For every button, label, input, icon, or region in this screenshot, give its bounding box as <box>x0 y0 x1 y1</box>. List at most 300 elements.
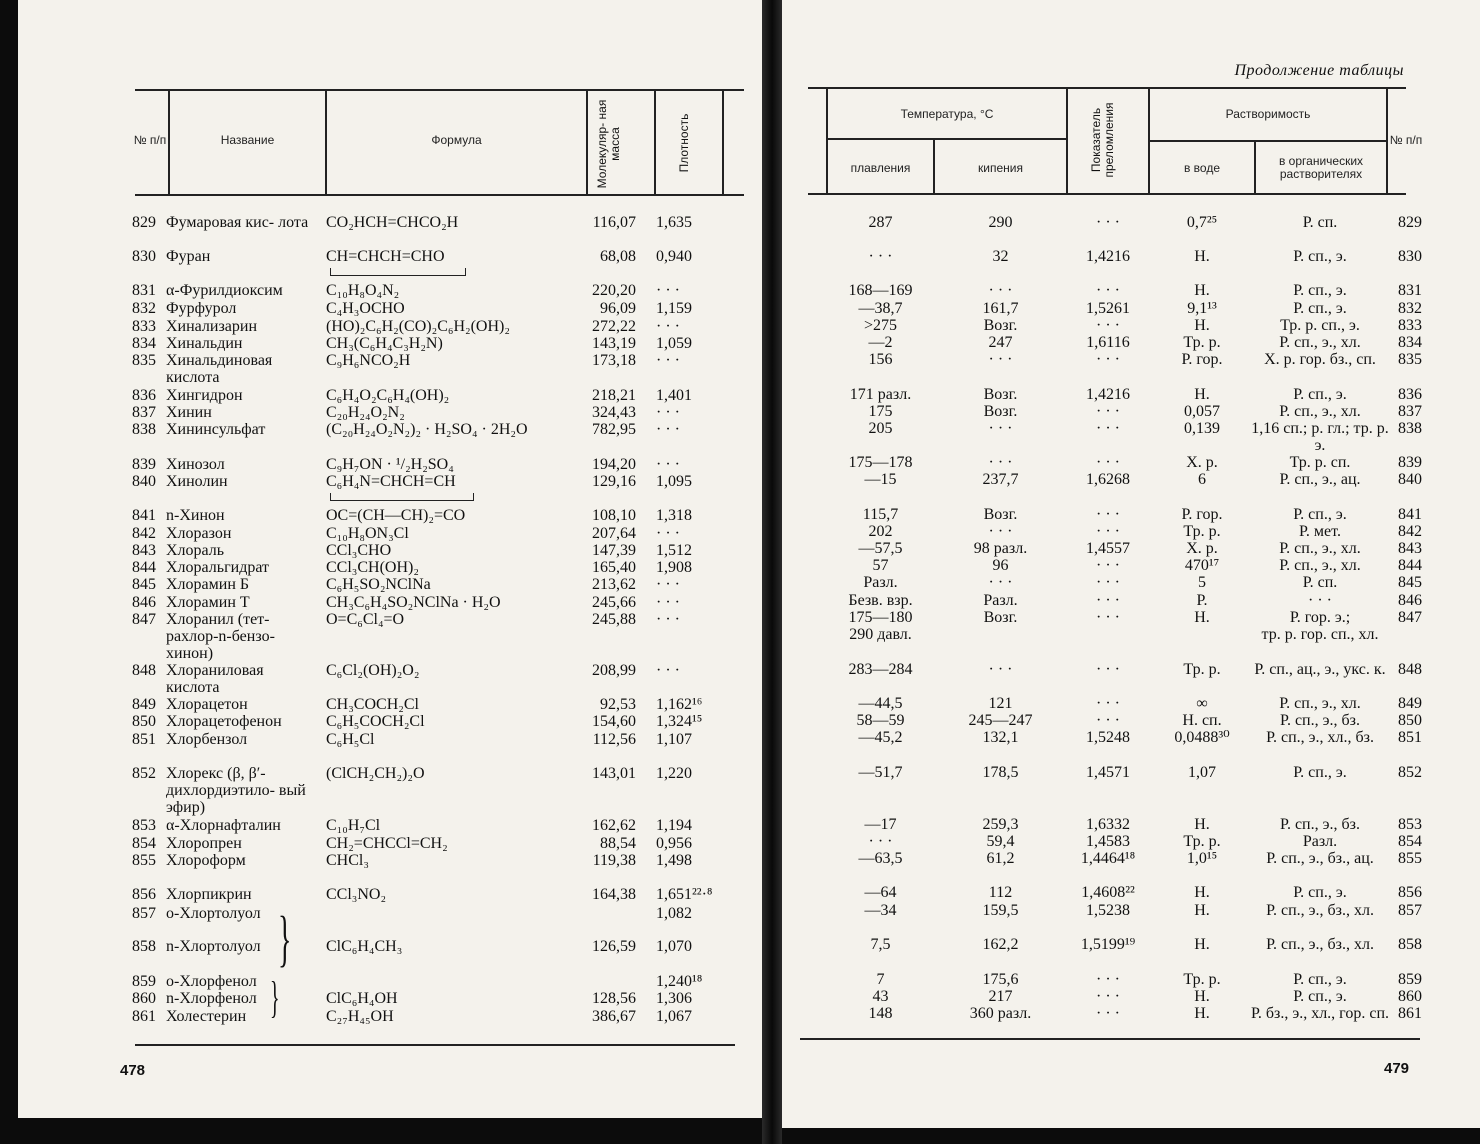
header-formula <box>327 120 586 160</box>
left-cell-name: n-Хлорфенол <box>166 990 257 1007</box>
left-cell-density: 1,318 <box>656 507 692 524</box>
left-cell-name: Хинолин <box>166 473 228 490</box>
left-cell-mass: 88,54 <box>600 835 636 852</box>
right-cell-num: 834 <box>1398 334 1422 351</box>
right-cell-num: 832 <box>1398 300 1422 317</box>
right-cell-refr: · · · <box>1096 574 1120 591</box>
col-divider <box>1066 89 1068 193</box>
left-cell-num: 845 <box>132 576 156 593</box>
right-cell-water: Р. гор. <box>1181 506 1223 523</box>
right-cell-water: Н. <box>1194 816 1210 833</box>
left-cell-num: 849 <box>132 696 156 713</box>
left-cell-num: 857 <box>132 905 156 922</box>
header-solubility-text: Растворимость <box>1225 106 1311 121</box>
right-cell-water: ∞ <box>1196 695 1208 712</box>
right-cell-water: Р. гор. <box>1181 351 1223 368</box>
left-cell-density: · · · <box>656 404 680 421</box>
right-cell-num: 859 <box>1398 971 1422 988</box>
left-cell-formula: ClC₆H₄CH₃ <box>326 938 403 955</box>
left-cell-num: 859 <box>132 973 156 990</box>
header-organic-text: в органических растворителях <box>1278 154 1364 181</box>
left-cell-mass: 164,38 <box>592 886 636 903</box>
right-cell-org: 1,16 сп.; р. гл.; тр. р. э. <box>1251 420 1389 454</box>
right-cell-melt: Разл. <box>863 574 898 591</box>
col-divider <box>654 91 656 194</box>
left-cell-mass: 116,07 <box>592 214 636 231</box>
right-cell-boil: 96 <box>992 557 1009 574</box>
right-cell-org: Р. сп., э., хл. <box>1279 540 1361 557</box>
right-cell-melt: 290 давл. <box>849 626 912 643</box>
left-cell-mass: 218,21 <box>592 387 636 404</box>
left-cell-formula: CH₃(C₆H₄C₃H₂N) <box>326 335 443 352</box>
right-cell-num: 835 <box>1398 351 1422 368</box>
header-bottom-rule <box>808 193 1406 195</box>
right-cell-melt: —45,2 <box>858 729 903 746</box>
right-cell-num: 860 <box>1398 988 1422 1005</box>
right-cell-num: 851 <box>1398 729 1422 746</box>
right-cell-water: 0,139 <box>1184 420 1220 437</box>
right-cell-water: Н. сп. <box>1182 712 1222 729</box>
left-cell-num: 853 <box>132 817 156 834</box>
right-cell-num: 842 <box>1398 523 1422 540</box>
left-cell-num: 844 <box>132 559 156 576</box>
right-cell-boil: 132,1 <box>982 729 1019 746</box>
left-cell-name: o-Хлорфенол <box>166 973 257 990</box>
right-cell-refr: · · · <box>1096 282 1120 299</box>
right-cell-water: 0,7²⁵ <box>1186 214 1218 231</box>
right-cell-org: Р. сп., э. <box>1293 506 1347 523</box>
right-cell-org: Р. сп., э. <box>1293 248 1347 265</box>
left-cell-num: 847 <box>132 611 156 628</box>
right-cell-boil: 61,2 <box>986 850 1015 867</box>
left-page <box>18 0 762 1118</box>
page-number-right: 479 <box>1384 1060 1410 1077</box>
left-cell-num: 842 <box>132 525 156 542</box>
left-cell-name: Фумаровая кис- лота <box>166 214 309 231</box>
left-cell-name: Хинин <box>166 404 212 421</box>
left-cell-name: Хлораниловая кислота <box>166 662 264 696</box>
left-cell-formula: C₁₀H₈O₄N₂ <box>326 282 400 299</box>
right-cell-melt: · · · <box>868 248 893 265</box>
right-cell-melt: 168—169 <box>848 282 913 299</box>
left-cell-density: 1,240¹⁸ <box>656 973 703 990</box>
left-cell-num: 858 <box>132 938 156 955</box>
table-top-rule <box>135 89 744 91</box>
right-cell-refr: · · · <box>1096 351 1120 368</box>
right-cell-water: Тр. р. <box>1183 971 1221 988</box>
right-cell-melt: 205 <box>868 420 893 437</box>
left-cell-mass: 220,20 <box>592 282 636 299</box>
right-cell-org: Р. сп., э., хл. <box>1279 695 1361 712</box>
left-cell-name: Хингидрон <box>166 387 243 404</box>
left-cell-mass: 194,20 <box>592 456 636 473</box>
left-cell-formula: C₉H₆NCO₂H <box>326 352 411 369</box>
right-cell-boil: Возг. <box>983 317 1018 334</box>
right-cell-boil: 245—247 <box>968 712 1033 729</box>
right-cell-boil: · · · <box>988 282 1013 299</box>
left-cell-formula: CCl₃CH(OH)₂ <box>326 559 419 576</box>
left-cell-formula: C₂₀H₂₄O₂N₂ <box>326 404 405 421</box>
right-cell-boil: 178,5 <box>982 764 1019 781</box>
left-cell-mass: 162,62 <box>592 817 636 834</box>
right-cell-num: 840 <box>1398 471 1422 488</box>
right-cell-org: тр. р. гор. сп., хл. <box>1261 626 1379 643</box>
left-cell-formula: C₁₀H₇Cl <box>326 817 381 834</box>
right-cell-water: Тр. р. <box>1183 523 1221 540</box>
right-cell-refr: · · · <box>1096 661 1120 678</box>
left-cell-name: Хинальдиновая кислота <box>166 352 273 386</box>
left-cell-density: 1,194 <box>656 817 692 834</box>
left-cell-name: Хлорацетофенон <box>166 713 282 730</box>
right-cell-boil: 162,2 <box>982 936 1019 953</box>
right-cell-refr: · · · <box>1096 712 1120 729</box>
right-cell-org: Р. сп., э. <box>1293 764 1347 781</box>
right-cell-org: Р. сп., э., хл., бз. <box>1266 729 1374 746</box>
right-cell-refr: · · · <box>1096 506 1120 523</box>
right-cell-melt: 202 <box>868 523 893 540</box>
right-cell-refr: · · · <box>1096 971 1120 988</box>
right-cell-org: Р. гор. э.; <box>1289 609 1351 626</box>
left-cell-density: 1,324¹⁵ <box>656 713 703 730</box>
right-cell-num: 845 <box>1398 574 1422 591</box>
header-formula-text: Формула <box>431 132 482 147</box>
left-cell-density: 0,956 <box>656 835 692 852</box>
right-cell-org: Х. р. гор. бз., сп. <box>1264 351 1376 368</box>
left-cell-mass: 272,22 <box>592 318 636 335</box>
left-cell-name: Хлорбензол <box>166 731 248 748</box>
left-cell-num: 835 <box>132 352 156 369</box>
right-cell-refr: 1,5261 <box>1086 300 1130 317</box>
right-cell-boil: Разл. <box>983 592 1018 609</box>
right-cell-water: Н. <box>1194 884 1210 901</box>
left-cell-mass: 128,56 <box>592 990 636 1007</box>
left-cell-mass: 386,67 <box>592 1008 636 1025</box>
right-cell-boil: 121 <box>988 695 1013 712</box>
left-cell-mass: 143,19 <box>592 335 636 352</box>
left-cell-formula: CH₃COCH₂Cl <box>326 696 419 713</box>
right-cell-melt: —17 <box>864 816 897 833</box>
header-bottom-rule <box>135 194 744 196</box>
right-cell-boil: 161,7 <box>982 300 1019 317</box>
table-top-rule <box>808 87 1406 89</box>
right-cell-num: 833 <box>1398 317 1422 334</box>
right-cell-boil: 290 <box>988 214 1013 231</box>
left-cell-density: · · · <box>656 662 680 679</box>
left-cell-name: Фуран <box>166 248 211 265</box>
left-cell-density: · · · <box>656 318 680 335</box>
left-cell-num: 833 <box>132 318 156 335</box>
right-cell-water: Н. <box>1194 317 1210 334</box>
left-cell-formula: CH₃C₆H₄SO₂NClNa · H₂O <box>326 594 501 611</box>
left-cell-num: 832 <box>132 300 156 317</box>
right-cell-melt: —38,7 <box>858 300 903 317</box>
left-cell-num: 848 <box>132 662 156 679</box>
left-cell-num: 840 <box>132 473 156 490</box>
header-boiling-text: кипения <box>978 160 1023 175</box>
right-cell-melt: 175 <box>868 403 893 420</box>
left-cell-formula: CO₂HCH=CHCO₂H <box>326 214 459 231</box>
ring-bond-bracket <box>330 268 466 276</box>
right-cell-num: 856 <box>1398 884 1422 901</box>
header-num <box>132 120 168 160</box>
left-cell-num: 854 <box>132 835 156 852</box>
right-cell-org: Тр. р. сп., э. <box>1280 317 1360 334</box>
left-cell-density: 1,059 <box>656 335 692 352</box>
left-cell-num: 843 <box>132 542 156 559</box>
right-cell-water: 470¹⁷ <box>1184 557 1220 574</box>
header-water <box>1150 150 1254 186</box>
right-cell-num: 848 <box>1398 661 1422 678</box>
header-num-right <box>1388 120 1424 160</box>
right-cell-boil: 247 <box>988 334 1013 351</box>
left-cell-formula: C₆H₄O₂C₆H₄(OH)₂ <box>326 387 450 404</box>
right-cell-num: 850 <box>1398 712 1422 729</box>
left-cell-mass: 213,62 <box>592 576 636 593</box>
left-cell-num: 837 <box>132 404 156 421</box>
right-cell-melt: 171 разл. <box>849 386 912 403</box>
right-cell-water: Тр. р. <box>1183 833 1221 850</box>
right-cell-melt: 175—178 <box>848 454 913 471</box>
right-cell-refr: · · · <box>1096 695 1120 712</box>
header-mid-rule-temp <box>828 138 1066 140</box>
right-cell-water: Х. р. <box>1186 540 1218 557</box>
left-cell-name: n-Хинон <box>166 507 225 524</box>
right-cell-num: 831 <box>1398 282 1422 299</box>
right-cell-water: Н. <box>1194 386 1210 403</box>
right-cell-org: Р. бз., э., хл., гор. сп. <box>1250 1005 1390 1022</box>
left-cell-name: α-Фурилдиоксим <box>166 282 283 299</box>
header-refraction: Показатель преломления <box>1089 102 1116 178</box>
right-cell-refr: · · · <box>1096 557 1120 574</box>
left-cell-name: Хлоранил (тет- рахлор-n-бензо- хинон) <box>166 611 275 662</box>
right-cell-num: 849 <box>1398 695 1422 712</box>
right-cell-boil: 217 <box>988 988 1013 1005</box>
right-cell-num: 846 <box>1398 592 1422 609</box>
left-cell-name: Хлоральгидрат <box>166 559 270 576</box>
right-cell-water: 0,0488³⁰ <box>1174 729 1230 746</box>
left-cell-num: 851 <box>132 731 156 748</box>
right-cell-num: 830 <box>1398 248 1422 265</box>
left-cell-mass: 324,43 <box>592 404 636 421</box>
right-cell-boil: · · · <box>988 574 1013 591</box>
left-cell-density: · · · <box>656 352 680 369</box>
left-cell-formula: CH₂=CHCCl=CH₂ <box>326 835 448 852</box>
left-cell-density: 1,107 <box>656 731 692 748</box>
left-cell-formula: C₉H₇ON · ¹/₂H₂SO₄ <box>326 456 454 473</box>
right-cell-org: Р. сп., э., бз. <box>1280 816 1360 833</box>
right-cell-refr: 1,4608²² <box>1081 884 1135 901</box>
right-cell-org: Р. сп., э., бз., хл. <box>1266 936 1374 953</box>
right-cell-melt: —64 <box>864 884 897 901</box>
right-cell-water: Н. <box>1194 988 1210 1005</box>
left-cell-density: · · · <box>656 282 680 299</box>
right-cell-water: Н. <box>1194 282 1210 299</box>
right-cell-melt: —57,5 <box>858 540 903 557</box>
left-cell-num: 850 <box>132 713 156 730</box>
right-cell-water: 1,07 <box>1188 764 1216 781</box>
right-cell-refr: · · · <box>1096 420 1120 437</box>
right-cell-refr: · · · <box>1096 403 1120 420</box>
right-cell-refr: 1,6268 <box>1086 471 1130 488</box>
left-cell-mass: 126,59 <box>592 938 636 955</box>
left-cell-density: 1,082 <box>656 905 692 922</box>
right-cell-num: 861 <box>1398 1005 1422 1022</box>
left-cell-density: 0,940 <box>656 248 692 265</box>
left-cell-density: 1,220 <box>656 765 692 782</box>
right-cell-org: Разл. <box>1302 833 1338 850</box>
continued-label: Продолжение таблицы <box>1234 62 1404 79</box>
left-cell-formula: C₁₀H₈ON₃Cl <box>326 525 409 542</box>
left-cell-num: 846 <box>132 594 156 611</box>
left-cell-formula: C₆H₅SO₂NClNa <box>326 576 431 593</box>
right-cell-refr: · · · <box>1096 317 1120 334</box>
left-cell-density: 1,159 <box>656 300 692 317</box>
right-cell-melt: —34 <box>864 902 897 919</box>
left-cell-name: Хлорацетон <box>166 696 248 713</box>
header-mid-rule-solub <box>1150 140 1386 142</box>
right-cell-melt: —63,5 <box>858 850 903 867</box>
right-cell-org: Р. сп. <box>1302 574 1338 591</box>
right-cell-melt: 148 <box>868 1005 893 1022</box>
left-cell-formula: C₆H₄N=CHCH=CH <box>326 473 456 490</box>
left-cell-density: 1,070 <box>656 938 692 955</box>
table-bottom-rule <box>135 1044 735 1046</box>
right-cell-melt: 115,7 <box>862 506 899 523</box>
left-cell-formula: CCl₃NO₂ <box>326 886 387 903</box>
right-cell-boil: Возг. <box>983 506 1018 523</box>
left-cell-density: · · · <box>656 525 680 542</box>
header-temperature-text: Температура, °С <box>900 106 994 121</box>
right-cell-refr: · · · <box>1096 609 1120 626</box>
right-cell-org: Р. мет. <box>1299 523 1341 540</box>
left-cell-num: 830 <box>132 248 156 265</box>
right-cell-boil: Возг. <box>983 386 1018 403</box>
left-cell-density: 1,306 <box>656 990 692 1007</box>
left-cell-formula: (ClCH₂CH₂)₂O <box>326 765 425 782</box>
right-cell-num: 853 <box>1398 816 1422 833</box>
right-cell-boil: 175,6 <box>982 971 1019 988</box>
right-cell-melt: 156 <box>868 351 893 368</box>
right-cell-water: Тр. р. <box>1183 334 1221 351</box>
left-cell-name: Хинозол <box>166 456 225 473</box>
brace-chlorotoluene: } <box>278 905 292 973</box>
left-cell-name: Холестерин <box>166 1008 247 1025</box>
left-cell-density: 1,095 <box>656 473 692 490</box>
header-melting-text: плавления <box>850 160 911 175</box>
header-solubility <box>1150 96 1386 132</box>
right-cell-boil: 32 <box>992 248 1009 265</box>
right-cell-refr: 1,4583 <box>1086 833 1130 850</box>
left-cell-formula: (HO)₂C₆H₂(CO)₂C₆H₂(OH)₂ <box>326 318 510 335</box>
header-boiling <box>935 150 1066 186</box>
left-cell-mass: 96,09 <box>600 300 636 317</box>
left-cell-name: Хлорпикрин <box>166 886 252 903</box>
left-cell-mass: 782,95 <box>592 421 636 438</box>
left-cell-mass: 207,64 <box>592 525 636 542</box>
right-cell-refr: 1,4557 <box>1086 540 1130 557</box>
right-cell-org: Р. сп., ац., э., укс. к. <box>1254 661 1386 678</box>
right-cell-water: 6 <box>1198 471 1206 488</box>
right-cell-org: Р. сп., э. <box>1293 282 1347 299</box>
brace-chlorophenol: } <box>270 973 280 1022</box>
left-cell-mass: 147,39 <box>592 542 636 559</box>
right-cell-melt: 7 <box>876 971 885 988</box>
left-cell-density: · · · <box>656 421 680 438</box>
right-cell-refr: · · · <box>1096 592 1120 609</box>
left-cell-name: Хлорамин Б <box>166 576 250 593</box>
left-cell-name: o-Хлортолуол <box>166 905 261 922</box>
left-cell-mass: 129,16 <box>592 473 636 490</box>
right-cell-boil: 59,4 <box>986 833 1015 850</box>
left-cell-num: 839 <box>132 456 156 473</box>
left-cell-num: 836 <box>132 387 156 404</box>
right-cell-refr: 1,5199¹⁹ <box>1080 936 1136 953</box>
right-cell-num: 843 <box>1398 540 1422 557</box>
right-cell-boil: · · · <box>988 661 1013 678</box>
left-cell-name: α-Хлорнафталин <box>166 817 281 834</box>
right-cell-org: Р. сп., э., хл. <box>1279 334 1361 351</box>
left-cell-density: · · · <box>656 611 680 628</box>
left-cell-density: 1,162¹⁶ <box>656 696 703 713</box>
right-cell-water: 0,057 <box>1184 403 1220 420</box>
header-name-text: Название <box>220 132 275 147</box>
right-cell-refr: · · · <box>1096 523 1120 540</box>
right-cell-refr: 1,4464¹⁸ <box>1080 850 1136 867</box>
left-cell-mass: 112,56 <box>592 731 636 748</box>
right-cell-org: Р. сп., э., хл. <box>1279 557 1361 574</box>
right-cell-water: Р. <box>1196 592 1208 609</box>
left-cell-mass: 165,40 <box>592 559 636 576</box>
right-cell-refr: · · · <box>1096 454 1120 471</box>
left-cell-density: · · · <box>656 456 680 473</box>
right-page <box>782 0 1480 1128</box>
left-cell-name: Хлорекс (β, β′- дихлордиэтило- вый эфир) <box>166 765 306 816</box>
right-cell-boil: · · · <box>988 523 1013 540</box>
left-cell-density: 1,401 <box>656 387 692 404</box>
right-cell-org: Р. сп., э., бз., ац. <box>1266 850 1374 867</box>
right-cell-org: Р. сп., э. <box>1293 884 1347 901</box>
left-cell-num: 855 <box>132 852 156 869</box>
right-cell-boil: 112 <box>988 884 1013 901</box>
right-cell-refr: 1,4216 <box>1086 386 1130 403</box>
header-density: Плотность <box>677 113 691 173</box>
right-cell-melt: 7,5 <box>870 936 891 953</box>
right-cell-boil: 237,7 <box>982 471 1019 488</box>
left-cell-mass: 92,53 <box>600 696 636 713</box>
right-cell-num: 857 <box>1398 902 1422 919</box>
right-cell-melt: 175—180 <box>848 609 913 626</box>
right-cell-melt: >275 <box>863 317 898 334</box>
right-cell-num: 852 <box>1398 764 1422 781</box>
right-cell-melt: 283—284 <box>848 661 913 678</box>
right-cell-org: Р. сп., э. <box>1293 988 1347 1005</box>
right-cell-org: Р. сп., э., бз. <box>1280 712 1360 729</box>
right-cell-water: Н. <box>1194 902 1210 919</box>
right-cell-melt: —2 <box>868 334 893 351</box>
left-cell-mass: 245,88 <box>592 611 636 628</box>
left-cell-density: 1,498 <box>656 852 692 869</box>
left-cell-name: Хлорамин Т <box>166 594 250 611</box>
left-cell-mass: 154,60 <box>592 713 636 730</box>
right-cell-num: 844 <box>1398 557 1422 574</box>
right-cell-water: 1,0¹⁵ <box>1186 850 1218 867</box>
right-cell-refr: · · · <box>1096 1005 1120 1022</box>
left-cell-formula: C₆Cl₂(OH)₂O₂ <box>326 662 420 679</box>
right-cell-boil: · · · <box>988 454 1013 471</box>
left-cell-num: 861 <box>132 1008 156 1025</box>
right-cell-melt: —15 <box>864 471 897 488</box>
left-cell-name: Фурфурол <box>166 300 237 317</box>
